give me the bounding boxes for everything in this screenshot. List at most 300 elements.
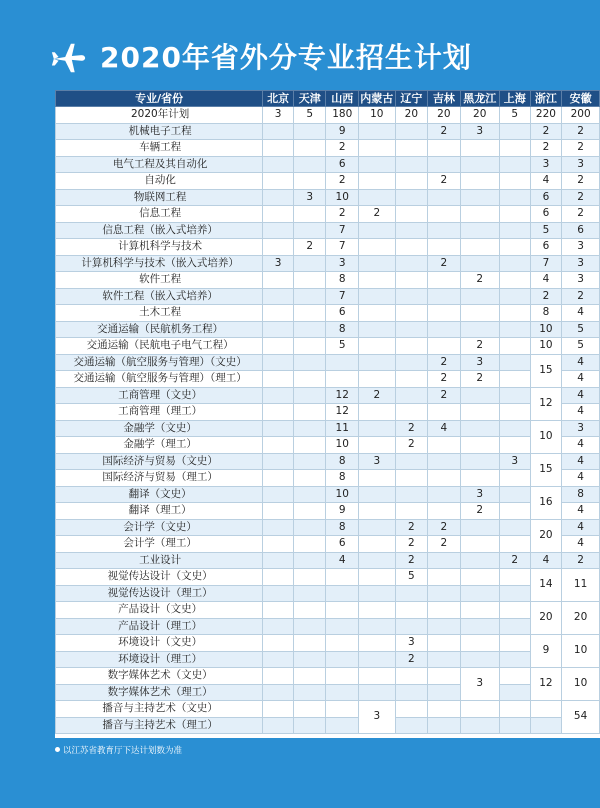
- quota-cell: 2: [395, 437, 428, 454]
- quota-cell: 5: [395, 569, 428, 586]
- quota-cell-anhui: 4: [562, 453, 600, 470]
- quota-cell-zhejiang: 2: [530, 140, 562, 157]
- quota-cell: 3: [326, 255, 359, 272]
- province-column-header: 黑龙江: [460, 91, 499, 107]
- quota-cell: 2: [460, 371, 499, 388]
- table-row: [56, 321, 600, 338]
- quota-cell: [395, 371, 428, 388]
- quota-cell: [428, 222, 461, 239]
- quota-cell: [293, 305, 326, 322]
- quota-cell-anhui: 2: [562, 140, 600, 157]
- quota-cell: [499, 602, 530, 619]
- quota-cell: [293, 470, 326, 487]
- quota-cell: 3: [395, 635, 428, 652]
- quota-cell: 12: [326, 404, 359, 421]
- quota-cell: [428, 503, 461, 520]
- quota-cell: [460, 569, 499, 586]
- quota-cell: [263, 173, 294, 190]
- table-row: [56, 536, 600, 553]
- quota-cell: 3: [293, 189, 326, 206]
- table-header-row: [56, 91, 600, 107]
- quota-cell: [460, 470, 499, 487]
- quota-cell: [263, 585, 294, 602]
- quota-cell: [359, 255, 396, 272]
- quota-cell: [428, 470, 461, 487]
- quota-cell-anhui: 20: [562, 602, 600, 635]
- quota-cell: [428, 552, 461, 569]
- quota-cell: [460, 206, 499, 223]
- quota-cell: [263, 288, 294, 305]
- quota-cell: [359, 503, 396, 520]
- quota-cell: [359, 239, 396, 256]
- quota-cell: [499, 354, 530, 371]
- total-plan-value: 5: [293, 107, 326, 124]
- table-row: [56, 173, 600, 190]
- major-name: 产品设计（文史）: [56, 602, 263, 619]
- quota-cell: [263, 519, 294, 536]
- quota-cell: [263, 156, 294, 173]
- quota-cell: [293, 387, 326, 404]
- total-plan-value: 20: [428, 107, 461, 124]
- major-name: 电气工程及其自动化: [56, 156, 263, 173]
- quota-cell: [395, 470, 428, 487]
- quota-cell: [326, 354, 359, 371]
- quota-cell: 2: [395, 552, 428, 569]
- quota-cell-zhejiang: [530, 717, 562, 734]
- quota-cell-anhui: 2: [562, 189, 600, 206]
- quota-cell-anhui: 4: [562, 437, 600, 454]
- quota-cell: [395, 239, 428, 256]
- enrollment-plan-table: [55, 90, 600, 734]
- quota-cell: [460, 552, 499, 569]
- total-plan-label: 2020年计划: [56, 107, 263, 124]
- quota-cell: [326, 684, 359, 701]
- quota-cell-anhui: 4: [562, 371, 600, 388]
- quota-cell: [326, 371, 359, 388]
- quota-cell: 7: [326, 288, 359, 305]
- province-column-header: 内蒙古: [360, 92, 394, 105]
- quota-cell: [499, 387, 530, 404]
- quota-cell-zhejiang: 10: [530, 338, 562, 355]
- quota-cell-zhejiang: 7: [530, 255, 562, 272]
- quota-cell: [359, 618, 396, 635]
- table-row: [56, 552, 600, 569]
- quota-cell-zhejiang: 8: [530, 305, 562, 322]
- quota-cell: [263, 668, 294, 685]
- quota-cell: 2: [428, 371, 461, 388]
- quota-cell: [499, 338, 530, 355]
- quota-cell: [359, 470, 396, 487]
- quota-cell: [428, 585, 461, 602]
- quota-cell: [428, 189, 461, 206]
- quota-cell: [263, 684, 294, 701]
- quota-cell-anhui: 4: [562, 503, 600, 520]
- quota-cell-zhejiang: 4: [530, 272, 562, 289]
- quota-cell: 2: [428, 387, 461, 404]
- quota-cell: [460, 602, 499, 619]
- quota-cell: [499, 255, 530, 272]
- table-row: [56, 123, 600, 140]
- quota-cell: [428, 684, 461, 701]
- quota-cell: [395, 668, 428, 685]
- quota-cell: 9: [326, 503, 359, 520]
- quota-cell: [395, 123, 428, 140]
- quota-cell-anhui: 3: [562, 420, 600, 437]
- quota-cell: [359, 354, 396, 371]
- quota-cell: [395, 222, 428, 239]
- table-row: [56, 156, 600, 173]
- table-row: [56, 486, 600, 503]
- quota-cell: [395, 701, 428, 718]
- quota-cell: [428, 701, 461, 718]
- quota-cell: [428, 569, 461, 586]
- quota-cell: [428, 156, 461, 173]
- quota-cell: [460, 321, 499, 338]
- quota-cell: [395, 305, 428, 322]
- quota-cell: [499, 206, 530, 223]
- quota-cell: [293, 684, 326, 701]
- major-name: 金融学（理工）: [56, 437, 263, 454]
- quota-cell: [293, 173, 326, 190]
- quota-cell-zhejiang: 9: [530, 635, 562, 668]
- quota-cell-anhui: 5: [562, 321, 600, 338]
- quota-cell: [428, 338, 461, 355]
- quota-cell-anhui: 54: [562, 701, 600, 734]
- footnote-text: 以江苏省教育厅下达计划数为准: [63, 746, 183, 756]
- quota-cell: 7: [326, 222, 359, 239]
- quota-cell: [428, 206, 461, 223]
- major-name: 翻译（文史）: [56, 486, 263, 503]
- quota-cell: [460, 239, 499, 256]
- quota-cell: [359, 651, 396, 668]
- quota-cell: [499, 717, 530, 734]
- quota-cell: [395, 717, 428, 734]
- table-row: [56, 569, 600, 586]
- quota-cell: 8: [326, 519, 359, 536]
- quota-cell: [428, 272, 461, 289]
- quota-cell: 9: [326, 123, 359, 140]
- table-row: [56, 618, 600, 635]
- quota-cell: [263, 503, 294, 520]
- quota-cell: [499, 519, 530, 536]
- major-name: 信息工程（嵌入式培养）: [56, 222, 263, 239]
- quota-cell: [293, 635, 326, 652]
- major-name: 计算机科学与技术: [56, 239, 263, 256]
- major-name: 金融学（文史）: [56, 420, 263, 437]
- quota-cell: [359, 305, 396, 322]
- quota-cell-anhui: 2: [562, 552, 600, 569]
- table-row: [56, 437, 600, 454]
- table-row: [56, 305, 600, 322]
- table-row: [56, 222, 600, 239]
- quota-cell: [499, 651, 530, 668]
- quota-cell: [395, 453, 428, 470]
- quota-cell: [395, 602, 428, 619]
- quota-cell: [326, 585, 359, 602]
- major-name: 会计学（理工）: [56, 536, 263, 553]
- quota-cell: [326, 701, 359, 718]
- quota-cell: 12: [326, 387, 359, 404]
- quota-cell: [263, 420, 294, 437]
- quota-cell: [395, 387, 428, 404]
- quota-cell: [499, 239, 530, 256]
- quota-cell: [460, 156, 499, 173]
- quota-cell: [499, 140, 530, 157]
- major-name: 机械电子工程: [56, 123, 263, 140]
- quota-cell: [499, 486, 530, 503]
- quota-cell: [395, 189, 428, 206]
- table-row: [56, 404, 600, 421]
- quota-cell: [395, 255, 428, 272]
- quota-cell: [263, 123, 294, 140]
- table-row: [56, 140, 600, 157]
- table-row: [56, 255, 600, 272]
- major-name: 视觉传达设计（文史）: [56, 569, 263, 586]
- quota-cell: [293, 618, 326, 635]
- table-row: [56, 387, 600, 404]
- province-column-header: 吉林: [428, 91, 461, 107]
- quota-cell: [460, 288, 499, 305]
- major-name: 播音与主持艺术（文史）: [56, 701, 263, 718]
- quota-cell: [395, 288, 428, 305]
- major-name: 物联网工程: [56, 189, 263, 206]
- major-name: 环境设计（理工）: [56, 651, 263, 668]
- quota-cell: 6: [326, 156, 359, 173]
- quota-cell: [359, 173, 396, 190]
- quota-cell: [395, 140, 428, 157]
- quota-cell-anhui: 2: [562, 123, 600, 140]
- quota-cell: [293, 569, 326, 586]
- total-plan-value: 20: [395, 107, 428, 124]
- quota-cell: [263, 272, 294, 289]
- quota-cell-zhejiang: 16: [530, 486, 562, 519]
- table-row: [56, 717, 600, 734]
- quota-cell: [263, 602, 294, 619]
- quota-cell: 2: [428, 536, 461, 553]
- table-row: [56, 470, 600, 487]
- quota-cell: [359, 123, 396, 140]
- quota-cell: [263, 453, 294, 470]
- major-name: 工业设计: [56, 552, 263, 569]
- quota-cell: [263, 338, 294, 355]
- quota-cell: 2: [326, 140, 359, 157]
- quota-cell-zhejiang: 2: [530, 123, 562, 140]
- quota-cell-zhejiang: 4: [530, 552, 562, 569]
- quota-cell: [395, 618, 428, 635]
- quota-cell: [428, 453, 461, 470]
- quota-cell-zhejiang: [530, 701, 562, 718]
- quota-cell-zhejiang: 5: [530, 222, 562, 239]
- quota-cell-zhejiang: 4: [530, 173, 562, 190]
- quota-cell: [428, 239, 461, 256]
- quota-cell: [293, 354, 326, 371]
- quota-cell: [499, 470, 530, 487]
- quota-cell-zhejiang: 6: [530, 206, 562, 223]
- quota-cell: 2: [359, 206, 396, 223]
- quota-cell: [293, 123, 326, 140]
- table-row: [56, 338, 600, 355]
- quota-cell: 2: [293, 239, 326, 256]
- quota-cell-anhui: 3: [562, 255, 600, 272]
- quota-cell: [395, 404, 428, 421]
- quota-cell: [395, 585, 428, 602]
- quota-cell: 4: [428, 420, 461, 437]
- quota-cell: [293, 404, 326, 421]
- quota-cell: [460, 717, 499, 734]
- table-row: [56, 602, 600, 619]
- quota-cell: 3: [263, 255, 294, 272]
- province-column-header: 山西: [326, 91, 359, 107]
- major-name: 工商管理（文史）: [56, 387, 263, 404]
- bullet-icon: [55, 747, 60, 752]
- quota-cell: [293, 536, 326, 553]
- quota-cell: [359, 189, 396, 206]
- total-plan-value: 200: [562, 107, 600, 124]
- quota-cell: [263, 618, 294, 635]
- quota-cell: [263, 189, 294, 206]
- quota-cell: [499, 668, 530, 685]
- quota-cell: [359, 371, 396, 388]
- major-name: 交通运输（航空服务与管理）（理工）: [56, 371, 263, 388]
- quota-cell: [428, 602, 461, 619]
- table-row: [56, 701, 600, 718]
- major-name: 工商管理（理工）: [56, 404, 263, 421]
- quota-cell-anhui: 4: [562, 470, 600, 487]
- quota-cell: [499, 288, 530, 305]
- major-name: 交通运输（民航机务工程）: [56, 321, 263, 338]
- quota-cell: [293, 552, 326, 569]
- quota-cell-anhui: 2: [562, 173, 600, 190]
- quota-cell: [460, 305, 499, 322]
- major-name: 土木工程: [56, 305, 263, 322]
- quota-cell: [293, 453, 326, 470]
- quota-cell-zhejiang: 12: [530, 668, 562, 701]
- quota-cell: [428, 288, 461, 305]
- quota-cell: [428, 321, 461, 338]
- quota-cell: [293, 420, 326, 437]
- province-column-header: 浙江: [530, 91, 562, 107]
- quota-cell: [428, 635, 461, 652]
- quota-cell: [293, 717, 326, 734]
- quota-cell: [326, 618, 359, 635]
- total-plan-value: 5: [499, 107, 530, 124]
- table-row: [56, 635, 600, 652]
- quota-cell: [359, 684, 396, 701]
- quota-cell: [293, 371, 326, 388]
- quota-cell-zhejiang: 12: [530, 387, 562, 420]
- quota-cell: [326, 668, 359, 685]
- major-name: 自动化: [56, 173, 263, 190]
- table-row: [56, 206, 600, 223]
- table-row: [56, 288, 600, 305]
- quota-cell: [428, 668, 461, 685]
- quota-cell: [326, 635, 359, 652]
- quota-cell: [263, 239, 294, 256]
- quota-cell: [395, 684, 428, 701]
- quota-cell: [395, 503, 428, 520]
- quota-cell: [359, 552, 396, 569]
- quota-cell-anhui: 3: [562, 156, 600, 173]
- quota-cell: [460, 585, 499, 602]
- major-name: 翻译（理工）: [56, 503, 263, 520]
- quota-cell: 2: [460, 272, 499, 289]
- major-name: 视觉传达设计（理工）: [56, 585, 263, 602]
- quota-cell: [359, 602, 396, 619]
- table-row: [56, 503, 600, 520]
- quota-cell: 11: [326, 420, 359, 437]
- quota-cell: [293, 255, 326, 272]
- quota-cell: 3: [460, 486, 499, 503]
- quota-cell: [460, 536, 499, 553]
- quota-cell: 2: [395, 519, 428, 536]
- quota-cell: [428, 140, 461, 157]
- province-column-header: 北京: [263, 91, 294, 107]
- quota-cell: [359, 321, 396, 338]
- quota-cell: [499, 404, 530, 421]
- quota-cell: [395, 272, 428, 289]
- quota-cell: [499, 321, 530, 338]
- quota-cell: [293, 140, 326, 157]
- table-row: [56, 371, 600, 388]
- quota-cell: [460, 635, 499, 652]
- quota-cell: [263, 437, 294, 454]
- quota-cell: 6: [326, 305, 359, 322]
- quota-cell: [499, 222, 530, 239]
- quota-cell-anhui: 4: [562, 305, 600, 322]
- quota-cell: [359, 288, 396, 305]
- quota-cell-zhejiang: 6: [530, 189, 562, 206]
- quota-cell: [395, 354, 428, 371]
- quota-cell: 3: [460, 668, 499, 701]
- quota-cell: [428, 486, 461, 503]
- quota-cell: [428, 717, 461, 734]
- province-column-header: 安徽: [562, 91, 600, 107]
- quota-cell: [499, 684, 530, 701]
- quota-cell: [263, 305, 294, 322]
- major-name: 交通运输（航空服务与管理）（文史）: [56, 354, 263, 371]
- quota-cell-anhui: 4: [562, 387, 600, 404]
- quota-cell: [263, 536, 294, 553]
- table-row: [56, 668, 600, 685]
- quota-cell: [359, 569, 396, 586]
- quota-cell-anhui: 3: [562, 239, 600, 256]
- quota-cell: 8: [326, 321, 359, 338]
- quota-cell: [499, 437, 530, 454]
- major-name: 交通运输（民航电子电气工程）: [56, 338, 263, 355]
- quota-cell: 3: [460, 354, 499, 371]
- table-row: [56, 519, 600, 536]
- quota-cell: [395, 486, 428, 503]
- quota-cell: [293, 222, 326, 239]
- quota-cell: [359, 272, 396, 289]
- quota-cell: [460, 519, 499, 536]
- quota-cell: 10: [326, 437, 359, 454]
- quota-cell: [499, 618, 530, 635]
- quota-cell: [499, 173, 530, 190]
- quota-cell: 2: [359, 387, 396, 404]
- quota-cell: 8: [326, 453, 359, 470]
- quota-cell: [359, 420, 396, 437]
- quota-cell-anhui: 4: [562, 519, 600, 536]
- total-plan-value: 220: [530, 107, 562, 124]
- quota-cell: [263, 651, 294, 668]
- quota-cell: [326, 569, 359, 586]
- quota-cell: 4: [326, 552, 359, 569]
- quota-cell: [293, 651, 326, 668]
- quota-cell-zhejiang: 10: [530, 321, 562, 338]
- quota-cell: [428, 404, 461, 421]
- quota-cell: 2: [428, 255, 461, 272]
